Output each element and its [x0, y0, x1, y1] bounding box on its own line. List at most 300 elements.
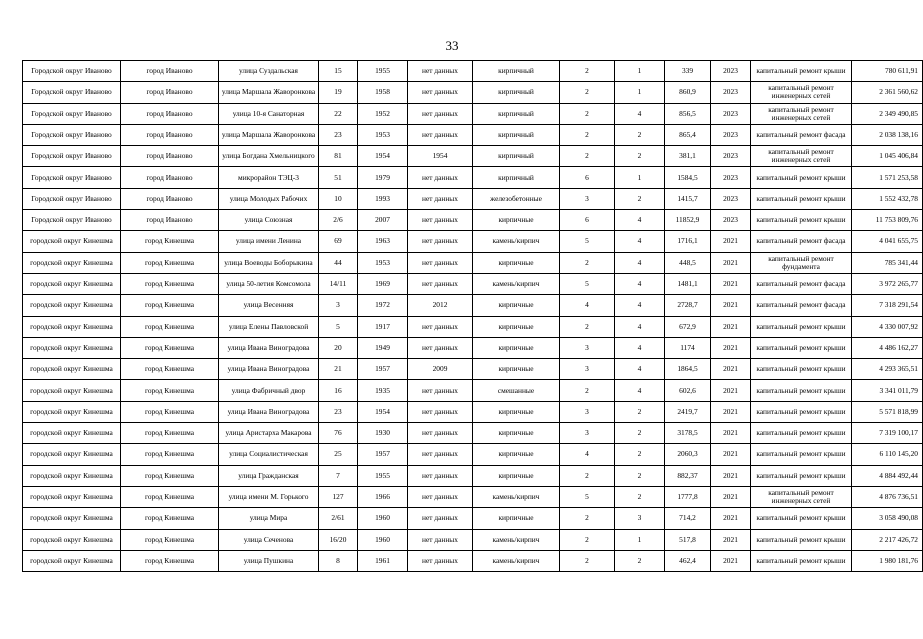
street-cell: улица Ивана Виноградова — [219, 401, 319, 422]
total-area-cell: 381,1 — [665, 146, 711, 167]
entrances-cell: 4 — [615, 103, 665, 124]
work-type-cell: капитальный ремонт крыши — [751, 508, 852, 529]
locality-cell: город Иваново — [121, 82, 219, 103]
floors-cell: 2 — [560, 61, 615, 82]
last-repair-year-cell: нет данных — [408, 273, 473, 294]
house-number-cell: 2/6 — [319, 210, 358, 231]
last-repair-year-cell: нет данных — [408, 444, 473, 465]
floors-cell: 4 — [560, 295, 615, 316]
floors-cell: 3 — [560, 188, 615, 209]
construction-year-cell: 1955 — [358, 61, 408, 82]
house-number-cell: 16 — [319, 380, 358, 401]
construction-year-cell: 1979 — [358, 167, 408, 188]
wall-material-cell: кирпичные — [473, 337, 560, 358]
total-area-cell: 448,5 — [665, 252, 711, 273]
house-number-cell: 69 — [319, 231, 358, 252]
entrances-cell: 2 — [615, 146, 665, 167]
entrances-cell: 2 — [615, 465, 665, 486]
wall-material-cell: кирпичные — [473, 359, 560, 380]
cost-cell: 2 361 560,62 — [852, 82, 923, 103]
planned-year-cell: 2021 — [711, 380, 751, 401]
work-type-cell: капитальный ремонт крыши — [751, 401, 852, 422]
street-cell: улица Маршала Жаворонкова — [219, 124, 319, 145]
locality-cell: город Иваново — [121, 103, 219, 124]
last-repair-year-cell: 1954 — [408, 146, 473, 167]
planned-year-cell: 2023 — [711, 82, 751, 103]
municipality-cell: городской округ Кинешма — [23, 529, 121, 550]
wall-material-cell: камень/кирпич — [473, 231, 560, 252]
housing-repair-table — [22, 60, 923, 572]
construction-year-cell: 1954 — [358, 146, 408, 167]
planned-year-cell: 2021 — [711, 550, 751, 571]
locality-cell: город Иваново — [121, 188, 219, 209]
street-cell: улица 10-я Санаторная — [219, 103, 319, 124]
entrances-cell: 3 — [615, 508, 665, 529]
locality-cell: город Кинешма — [121, 486, 219, 507]
cost-cell: 785 341,44 — [852, 252, 923, 273]
planned-year-cell: 2023 — [711, 124, 751, 145]
page-number: 33 — [445, 38, 459, 53]
street-cell: улица Богдана Хмельницкого — [219, 146, 319, 167]
table-row — [23, 401, 923, 422]
street-cell: улица Маршала Жаворонкова — [219, 82, 319, 103]
cost-cell: 3 972 265,77 — [852, 273, 923, 294]
last-repair-year-cell: 2009 — [408, 359, 473, 380]
entrances-cell: 2 — [615, 423, 665, 444]
wall-material-cell: смешанные — [473, 380, 560, 401]
table-row — [23, 210, 923, 231]
total-area-cell: 1777,8 — [665, 486, 711, 507]
street-cell: улица Ивана Виноградова — [219, 359, 319, 380]
table-row — [23, 82, 923, 103]
last-repair-year-cell: нет данных — [408, 210, 473, 231]
house-number-cell: 76 — [319, 423, 358, 444]
construction-year-cell: 1960 — [358, 508, 408, 529]
construction-year-cell: 1952 — [358, 103, 408, 124]
planned-year-cell: 2021 — [711, 465, 751, 486]
total-area-cell: 1174 — [665, 337, 711, 358]
municipality-cell: городской округ Кинешма — [23, 423, 121, 444]
table-row — [23, 550, 923, 571]
cost-cell: 7 318 291,54 — [852, 295, 923, 316]
work-type-cell: капитальный ремонт инженерных сетей — [751, 82, 852, 103]
cost-cell: 1 552 432,78 — [852, 188, 923, 209]
construction-year-cell: 1935 — [358, 380, 408, 401]
last-repair-year-cell: нет данных — [408, 423, 473, 444]
total-area-cell: 339 — [665, 61, 711, 82]
house-number-cell: 14/11 — [319, 273, 358, 294]
house-number-cell: 16/20 — [319, 529, 358, 550]
work-type-cell: капитальный ремонт фасада — [751, 273, 852, 294]
entrances-cell: 4 — [615, 359, 665, 380]
entrances-cell: 4 — [615, 316, 665, 337]
cost-cell: 4 330 007,92 — [852, 316, 923, 337]
work-type-cell: капитальный ремонт крыши — [751, 337, 852, 358]
last-repair-year-cell: нет данных — [408, 316, 473, 337]
wall-material-cell: камень/кирпич — [473, 550, 560, 571]
table-row — [23, 316, 923, 337]
cost-cell: 4 884 492,44 — [852, 465, 923, 486]
municipality-cell: Городской округ Иваново — [23, 146, 121, 167]
street-cell: улица Социалистическая — [219, 444, 319, 465]
entrances-cell: 2 — [615, 444, 665, 465]
construction-year-cell: 1954 — [358, 401, 408, 422]
floors-cell: 2 — [560, 529, 615, 550]
construction-year-cell: 2007 — [358, 210, 408, 231]
total-area-cell: 714,2 — [665, 508, 711, 529]
floors-cell: 2 — [560, 508, 615, 529]
cost-cell: 1 045 406,84 — [852, 146, 923, 167]
work-type-cell: капитальный ремонт крыши — [751, 61, 852, 82]
house-number-cell: 23 — [319, 124, 358, 145]
construction-year-cell: 1972 — [358, 295, 408, 316]
cost-cell: 2 038 138,16 — [852, 124, 923, 145]
construction-year-cell: 1961 — [358, 550, 408, 571]
entrances-cell: 1 — [615, 167, 665, 188]
locality-cell: город Кинешма — [121, 252, 219, 273]
floors-cell: 3 — [560, 359, 615, 380]
planned-year-cell: 2021 — [711, 444, 751, 465]
cost-cell: 3 341 011,79 — [852, 380, 923, 401]
last-repair-year-cell: нет данных — [408, 486, 473, 507]
total-area-cell: 11852,9 — [665, 210, 711, 231]
construction-year-cell: 1957 — [358, 444, 408, 465]
municipality-cell: городской округ Кинешма — [23, 273, 121, 294]
last-repair-year-cell: нет данных — [408, 252, 473, 273]
municipality-cell: городской округ Кинешма — [23, 359, 121, 380]
total-area-cell: 1584,5 — [665, 167, 711, 188]
last-repair-year-cell: нет данных — [408, 61, 473, 82]
planned-year-cell: 2021 — [711, 252, 751, 273]
locality-cell: город Кинешма — [121, 508, 219, 529]
cost-cell: 4 486 162,27 — [852, 337, 923, 358]
planned-year-cell: 2023 — [711, 188, 751, 209]
floors-cell: 2 — [560, 550, 615, 571]
municipality-cell: городской округ Кинешма — [23, 337, 121, 358]
last-repair-year-cell: нет данных — [408, 103, 473, 124]
table-row — [23, 529, 923, 550]
total-area-cell: 1864,5 — [665, 359, 711, 380]
cost-cell: 1 980 181,76 — [852, 550, 923, 571]
locality-cell: город Кинешма — [121, 316, 219, 337]
work-type-cell: капитальный ремонт крыши — [751, 529, 852, 550]
construction-year-cell: 1955 — [358, 465, 408, 486]
total-area-cell: 865,4 — [665, 124, 711, 145]
planned-year-cell: 2021 — [711, 316, 751, 337]
total-area-cell: 856,5 — [665, 103, 711, 124]
planned-year-cell: 2021 — [711, 337, 751, 358]
floors-cell: 5 — [560, 231, 615, 252]
floors-cell: 5 — [560, 273, 615, 294]
planned-year-cell: 2021 — [711, 529, 751, 550]
total-area-cell: 2419,7 — [665, 401, 711, 422]
house-number-cell: 15 — [319, 61, 358, 82]
house-number-cell: 3 — [319, 295, 358, 316]
house-number-cell: 20 — [319, 337, 358, 358]
planned-year-cell: 2023 — [711, 103, 751, 124]
municipality-cell: Городской округ Иваново — [23, 124, 121, 145]
table-row — [23, 444, 923, 465]
entrances-cell: 4 — [615, 273, 665, 294]
construction-year-cell: 1963 — [358, 231, 408, 252]
entrances-cell: 4 — [615, 252, 665, 273]
municipality-cell: городской округ Кинешма — [23, 295, 121, 316]
municipality-cell: городской округ Кинешма — [23, 316, 121, 337]
wall-material-cell: камень/кирпич — [473, 529, 560, 550]
street-cell: улица имени Ленина — [219, 231, 319, 252]
street-cell: улица Сеченова — [219, 529, 319, 550]
wall-material-cell: кирпичный — [473, 82, 560, 103]
last-repair-year-cell: нет данных — [408, 465, 473, 486]
wall-material-cell: кирпичные — [473, 401, 560, 422]
construction-year-cell: 1957 — [358, 359, 408, 380]
floors-cell: 3 — [560, 337, 615, 358]
locality-cell: город Иваново — [121, 61, 219, 82]
locality-cell: город Кинешма — [121, 337, 219, 358]
house-number-cell: 25 — [319, 444, 358, 465]
work-type-cell: капитальный ремонт крыши — [751, 380, 852, 401]
last-repair-year-cell: нет данных — [408, 188, 473, 209]
wall-material-cell: кирпичный — [473, 167, 560, 188]
locality-cell: город Кинешма — [121, 529, 219, 550]
locality-cell: город Иваново — [121, 210, 219, 231]
locality-cell: город Кинешма — [121, 295, 219, 316]
municipality-cell: Городской округ Иваново — [23, 82, 121, 103]
entrances-cell: 1 — [615, 529, 665, 550]
last-repair-year-cell: нет данных — [408, 380, 473, 401]
work-type-cell: капитальный ремонт фасада — [751, 295, 852, 316]
work-type-cell: капитальный ремонт крыши — [751, 444, 852, 465]
work-type-cell: капитальный ремонт инженерных сетей — [751, 103, 852, 124]
cost-cell: 4 041 655,75 — [852, 231, 923, 252]
municipality-cell: городской округ Кинешма — [23, 231, 121, 252]
floors-cell: 6 — [560, 210, 615, 231]
street-cell: улица Воеводы Боборыкина — [219, 252, 319, 273]
table-row — [23, 273, 923, 294]
house-number-cell: 51 — [319, 167, 358, 188]
table-row — [23, 103, 923, 124]
floors-cell: 2 — [560, 316, 615, 337]
table-row — [23, 465, 923, 486]
table-row — [23, 61, 923, 82]
total-area-cell: 2060,3 — [665, 444, 711, 465]
construction-year-cell: 1993 — [358, 188, 408, 209]
planned-year-cell: 2023 — [711, 61, 751, 82]
floors-cell: 4 — [560, 444, 615, 465]
entrances-cell: 4 — [615, 380, 665, 401]
house-number-cell: 8 — [319, 550, 358, 571]
last-repair-year-cell: нет данных — [408, 508, 473, 529]
last-repair-year-cell: нет данных — [408, 401, 473, 422]
floors-cell: 2 — [560, 124, 615, 145]
last-repair-year-cell: нет данных — [408, 82, 473, 103]
construction-year-cell: 1966 — [358, 486, 408, 507]
total-area-cell: 2728,7 — [665, 295, 711, 316]
locality-cell: город Кинешма — [121, 231, 219, 252]
wall-material-cell: кирпичный — [473, 124, 560, 145]
cost-cell: 11 753 809,76 — [852, 210, 923, 231]
work-type-cell: капитальный ремонт крыши — [751, 465, 852, 486]
cost-cell: 780 611,91 — [852, 61, 923, 82]
work-type-cell: капитальный ремонт крыши — [751, 210, 852, 231]
total-area-cell: 860,9 — [665, 82, 711, 103]
entrances-cell: 4 — [615, 210, 665, 231]
entrances-cell: 2 — [615, 486, 665, 507]
floors-cell: 3 — [560, 423, 615, 444]
locality-cell: город Кинешма — [121, 380, 219, 401]
last-repair-year-cell: нет данных — [408, 231, 473, 252]
municipality-cell: Городской округ Иваново — [23, 188, 121, 209]
table-row — [23, 252, 923, 273]
cost-cell: 2 349 490,85 — [852, 103, 923, 124]
table-row — [23, 337, 923, 358]
total-area-cell: 517,8 — [665, 529, 711, 550]
wall-material-cell: кирпичные — [473, 316, 560, 337]
work-type-cell: капитальный ремонт фасада — [751, 231, 852, 252]
planned-year-cell: 2023 — [711, 210, 751, 231]
wall-material-cell: железобетонные — [473, 188, 560, 209]
street-cell: улица Аристарха Макарова — [219, 423, 319, 444]
house-number-cell: 21 — [319, 359, 358, 380]
municipality-cell: городской округ Кинешма — [23, 252, 121, 273]
construction-year-cell: 1949 — [358, 337, 408, 358]
locality-cell: город Кинешма — [121, 550, 219, 571]
construction-year-cell: 1930 — [358, 423, 408, 444]
locality-cell: город Иваново — [121, 146, 219, 167]
street-cell: улица Ивана Виноградова — [219, 337, 319, 358]
entrances-cell: 4 — [615, 231, 665, 252]
work-type-cell: капитальный ремонт крыши — [751, 188, 852, 209]
municipality-cell: Городской округ Иваново — [23, 103, 121, 124]
floors-cell: 2 — [560, 146, 615, 167]
street-cell: улица Суздальская — [219, 61, 319, 82]
last-repair-year-cell: нет данных — [408, 124, 473, 145]
total-area-cell: 882,37 — [665, 465, 711, 486]
planned-year-cell: 2021 — [711, 486, 751, 507]
construction-year-cell: 1969 — [358, 273, 408, 294]
construction-year-cell: 1917 — [358, 316, 408, 337]
work-type-cell: капитальный ремонт крыши — [751, 550, 852, 571]
house-number-cell: 7 — [319, 465, 358, 486]
house-number-cell: 23 — [319, 401, 358, 422]
work-type-cell: капитальный ремонт крыши — [751, 167, 852, 188]
wall-material-cell: кирпичные — [473, 423, 560, 444]
municipality-cell: Городской округ Иваново — [23, 61, 121, 82]
municipality-cell: городской округ Кинешма — [23, 508, 121, 529]
table-row — [23, 146, 923, 167]
construction-year-cell: 1953 — [358, 252, 408, 273]
locality-cell: город Кинешма — [121, 465, 219, 486]
street-cell: улица Молодых Рабочих — [219, 188, 319, 209]
floors-cell: 2 — [560, 252, 615, 273]
last-repair-year-cell: нет данных — [408, 529, 473, 550]
construction-year-cell: 1953 — [358, 124, 408, 145]
last-repair-year-cell: нет данных — [408, 167, 473, 188]
planned-year-cell: 2021 — [711, 295, 751, 316]
work-type-cell: капитальный ремонт крыши — [751, 423, 852, 444]
wall-material-cell: кирпичные — [473, 295, 560, 316]
municipality-cell: Городской округ Иваново — [23, 167, 121, 188]
table-row — [23, 188, 923, 209]
municipality-cell: городской округ Кинешма — [23, 401, 121, 422]
table-row — [23, 508, 923, 529]
floors-cell: 3 — [560, 401, 615, 422]
cost-cell: 3 058 490,08 — [852, 508, 923, 529]
cost-cell: 1 571 253,58 — [852, 167, 923, 188]
street-cell: микрорайон ТЭЦ-3 — [219, 167, 319, 188]
locality-cell: город Кинешма — [121, 273, 219, 294]
house-number-cell: 19 — [319, 82, 358, 103]
municipality-cell: городской округ Кинешма — [23, 465, 121, 486]
table-row — [23, 167, 923, 188]
planned-year-cell: 2021 — [711, 401, 751, 422]
cost-cell: 6 110 145,20 — [852, 444, 923, 465]
floors-cell: 5 — [560, 486, 615, 507]
total-area-cell: 1716,1 — [665, 231, 711, 252]
municipality-cell: городской округ Кинешма — [23, 444, 121, 465]
total-area-cell: 1481,1 — [665, 273, 711, 294]
table-row — [23, 124, 923, 145]
total-area-cell: 672,9 — [665, 316, 711, 337]
floors-cell: 2 — [560, 82, 615, 103]
entrances-cell: 4 — [615, 295, 665, 316]
floors-cell: 2 — [560, 103, 615, 124]
wall-material-cell: камень/кирпич — [473, 486, 560, 507]
entrances-cell: 2 — [615, 124, 665, 145]
entrances-cell: 2 — [615, 550, 665, 571]
planned-year-cell: 2021 — [711, 273, 751, 294]
work-type-cell: капитальный ремонт крыши — [751, 316, 852, 337]
wall-material-cell: кирпичные — [473, 444, 560, 465]
street-cell: улица Мира — [219, 508, 319, 529]
house-number-cell: 10 — [319, 188, 358, 209]
last-repair-year-cell: нет данных — [408, 550, 473, 571]
street-cell: улица Союзная — [219, 210, 319, 231]
cost-cell: 5 571 818,99 — [852, 401, 923, 422]
house-number-cell: 44 — [319, 252, 358, 273]
street-cell: улица 50-летия Комсомола — [219, 273, 319, 294]
locality-cell: город Кинешма — [121, 359, 219, 380]
table-row — [23, 380, 923, 401]
cost-cell: 7 319 100,17 — [852, 423, 923, 444]
construction-year-cell: 1958 — [358, 82, 408, 103]
locality-cell: город Кинешма — [121, 423, 219, 444]
wall-material-cell: кирпичные — [473, 210, 560, 231]
total-area-cell: 602,6 — [665, 380, 711, 401]
entrances-cell: 2 — [615, 401, 665, 422]
table-row — [23, 359, 923, 380]
wall-material-cell: кирпичный — [473, 146, 560, 167]
total-area-cell: 3178,5 — [665, 423, 711, 444]
floors-cell: 2 — [560, 465, 615, 486]
wall-material-cell: кирпичные — [473, 252, 560, 273]
cost-cell: 4 876 736,51 — [852, 486, 923, 507]
table-row — [23, 486, 923, 507]
work-type-cell: капитальный ремонт инженерных сетей — [751, 486, 852, 507]
total-area-cell: 462,4 — [665, 550, 711, 571]
wall-material-cell: кирпичные — [473, 508, 560, 529]
work-type-cell: капитальный ремонт фундамента — [751, 252, 852, 273]
last-repair-year-cell: нет данных — [408, 337, 473, 358]
municipality-cell: городской округ Кинешма — [23, 380, 121, 401]
municipality-cell: городской округ Кинешма — [23, 486, 121, 507]
house-number-cell: 5 — [319, 316, 358, 337]
locality-cell: город Иваново — [121, 124, 219, 145]
table-row — [23, 295, 923, 316]
wall-material-cell: камень/кирпич — [473, 273, 560, 294]
last-repair-year-cell: 2012 — [408, 295, 473, 316]
street-cell: улица имени М. Горького — [219, 486, 319, 507]
